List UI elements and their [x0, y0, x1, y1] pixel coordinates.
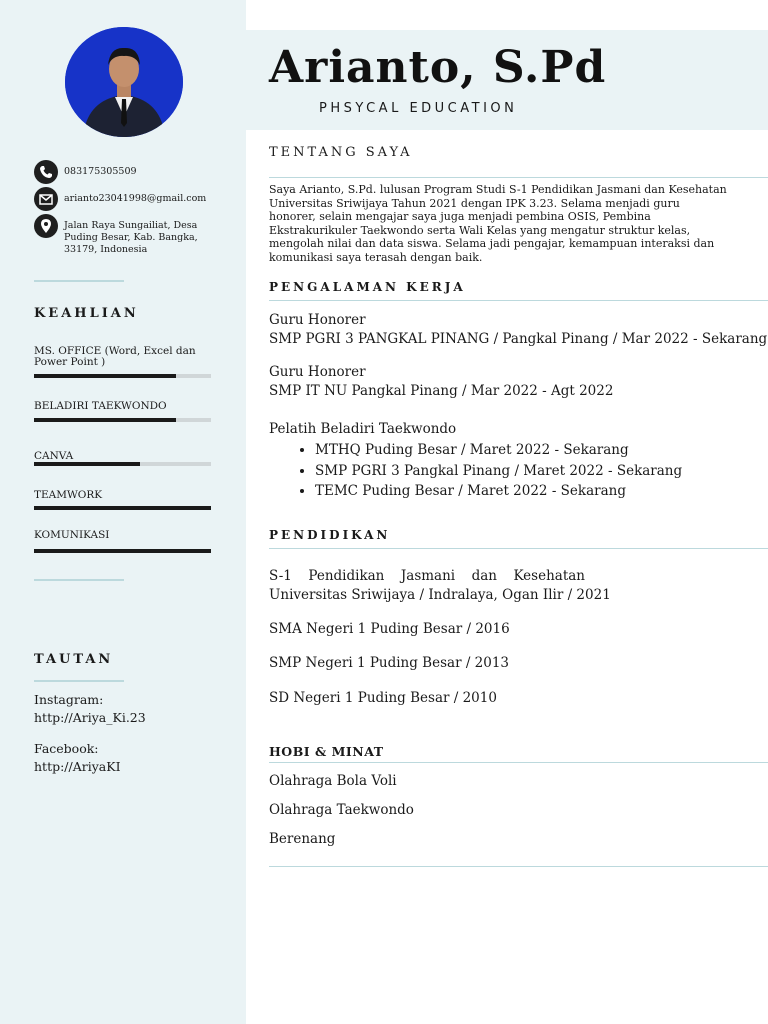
section-rule	[269, 762, 768, 763]
instagram-label: Instagram:	[34, 692, 104, 707]
school-smp: SMP Negeri 1 Puding Besar / 2013	[269, 655, 510, 671]
sidebar-divider	[34, 680, 124, 682]
skill-bar	[34, 462, 211, 466]
list-item: • MTHQ Puding Besar / Maret 2022 - Sekarang	[315, 440, 682, 461]
skill-bar	[34, 549, 211, 553]
skill-bar	[34, 506, 211, 510]
job-detail: SMP PGRI 3 PANGKAL PINANG / Pangkal Pinang / Mar 2022 - Sekarang	[269, 331, 768, 347]
skill-bar	[34, 418, 211, 422]
skill-bar-fill	[34, 506, 211, 510]
section-rule	[269, 866, 768, 867]
section-rule	[269, 177, 768, 178]
job-role: Guru Honorer	[269, 364, 366, 380]
page-title: Arianto, S.Pd	[269, 42, 607, 93]
skill-label: TEAMWORK	[34, 489, 103, 501]
school-sma: SMA Negeri 1 Puding Besar / 2016	[269, 621, 510, 637]
job-role: Guru Honorer	[269, 312, 366, 328]
profile-photo	[65, 27, 183, 137]
sidebar-divider	[34, 280, 124, 282]
skills-heading: KEAHLIAN	[34, 306, 139, 321]
links-heading: TAUTAN	[34, 652, 114, 667]
job-role: Pelatih Beladiri Taekwondo	[269, 421, 457, 437]
facebook-link[interactable]: http://AriyaKI	[34, 759, 121, 774]
education-heading: PENDIDIKAN	[269, 528, 391, 542]
avatar	[65, 27, 183, 137]
hobbies-heading: HOBI & MINAT	[269, 744, 384, 759]
hobby-item: Berenang	[269, 831, 336, 847]
about-heading: TENTANG SAYA	[269, 145, 413, 160]
skill-label: KOMUNIKASI	[34, 529, 110, 541]
facebook-label: Facebook:	[34, 741, 99, 756]
about-text: Saya Arianto, S.Pd. lulusan Program Studi S-1 Pendidikan Jasmani dan Kesehatan Universitas Sriwijaya Tahun 2021 dengan IPK 3.23. Selama menjadi guru honorer, selain mengajar saya juga menjadi pembina OSIS, Pembina Ekstrakurikuler Taekwondo serta Wali Kelas yang mengatur struktur kelas, mengolah nilai dan data siswa. Selama jadi pengajar, kemampuan interaksi dan komunikasi saya terasah dengan baik.	[269, 183, 727, 264]
skill-label: CANVA	[34, 450, 74, 462]
list-item: • SMP PGRI 3 Pangkal Pinang / Maret 2022 - Sekarang	[315, 461, 682, 482]
skill-bar-fill	[34, 418, 176, 422]
job-title: PHSYCAL EDUCATION	[319, 101, 518, 116]
skill-bar	[34, 374, 211, 378]
experience-heading: PENGALAMAN KERJA	[269, 280, 466, 294]
sidebar-background	[0, 0, 246, 1024]
sidebar-divider	[34, 579, 124, 581]
university: Universitas Sriwijaya / Indralaya, Ogan Ilir / 2021	[269, 587, 611, 603]
phone-number: 083175305509	[64, 166, 137, 177]
section-rule	[269, 548, 768, 549]
degree: S-1 Pendidikan Jasmani dan Kesehatan	[269, 568, 585, 584]
email-icon	[34, 187, 58, 211]
skill-bar-fill	[34, 462, 140, 466]
school-sd: SD Negeri 1 Puding Besar / 2010	[269, 690, 497, 706]
phone-icon	[34, 160, 58, 184]
skill-label: MS. OFFICE (Word, Excel dan Power Point )	[34, 345, 196, 368]
list-item: • TEMC Puding Besar / Maret 2022 - Sekarang	[315, 481, 682, 502]
hobby-item: Olahraga Bola Voli	[269, 773, 397, 789]
job-detail: SMP IT NU Pangkal Pinang / Mar 2022 - Agt 2022	[269, 383, 614, 399]
skill-bar-fill	[34, 549, 211, 553]
coaching-list	[269, 440, 682, 502]
section-rule	[269, 300, 768, 301]
address: Jalan Raya Sungailiat, Desa Puding Besar, Kab. Bangka, 33179, Indonesia	[64, 220, 198, 255]
email-address: arianto23041998@gmail.com	[64, 193, 207, 204]
hobby-item: Olahraga Taekwondo	[269, 802, 414, 818]
skill-label: BELADIRI TAEKWONDO	[34, 400, 167, 412]
instagram-link[interactable]: http://Ariya_Ki.23	[34, 710, 146, 725]
location-pin-icon	[34, 214, 58, 238]
skill-bar-fill	[34, 374, 176, 378]
